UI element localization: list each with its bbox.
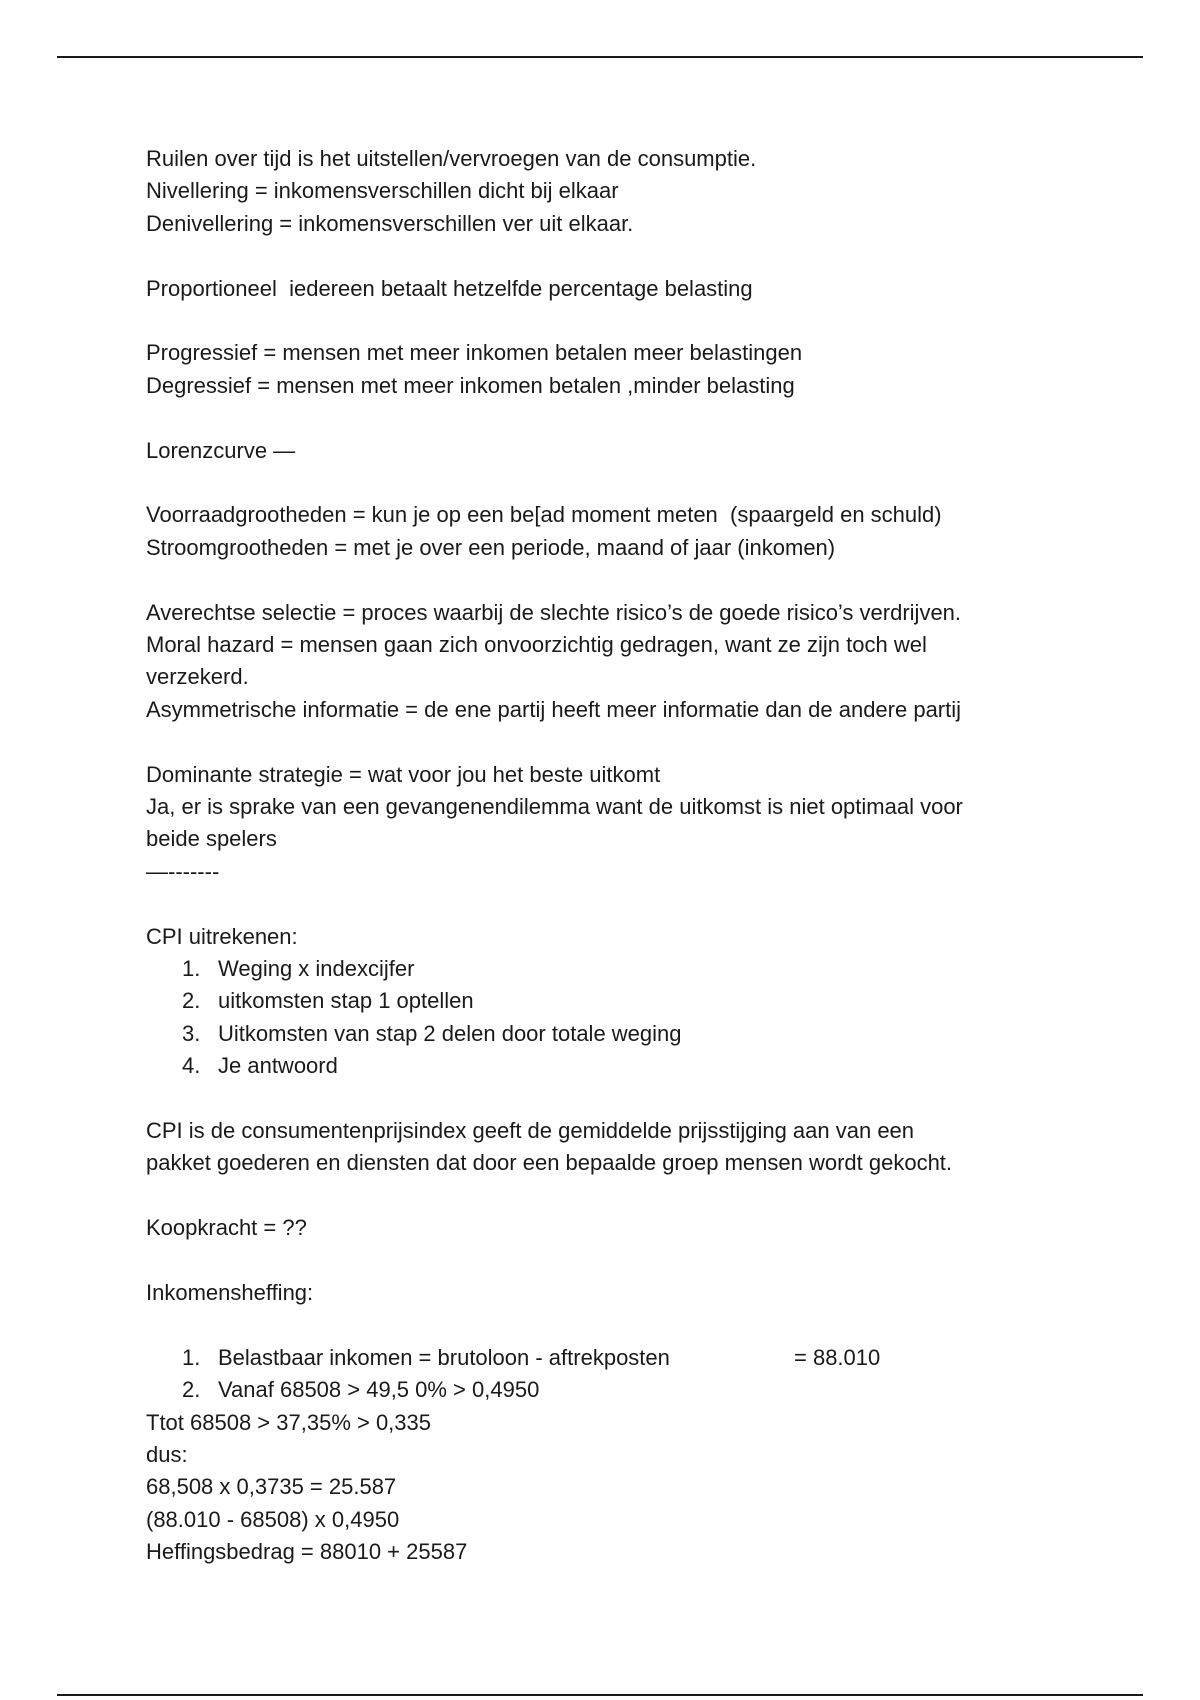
text-line: Ja, er is sprake van een gevangenendilemma want de uitkomst is niet optimaal voor — [146, 794, 963, 820]
footer-rule — [57, 1694, 1143, 1696]
text-line: Progressief = mensen met meer inkomen betalen meer belastingen — [146, 340, 803, 366]
list-item: 2. uitkomsten stap 1 optellen — [182, 988, 474, 1014]
text-line: Averechtse selectie = proces waarbij de slechte risico’s de goede risico’s verdrijven. — [146, 599, 962, 625]
result-value: = 88.010 — [794, 1344, 881, 1370]
header-rule — [57, 56, 1143, 58]
cpi-steps-list — [146, 953, 1076, 1083]
list-item: 2. Vanaf 68508 > 49,5 0% > 0,4950 — [182, 1377, 540, 1403]
text-line: Degressief = mensen met meer inkomen betalen ,minder belasting — [146, 372, 795, 398]
heffing-steps-list — [146, 1342, 1076, 1407]
text-line: verzekerd. — [146, 664, 249, 690]
text-line: Dominante strategie = wat voor jou het beste uitkomt — [146, 761, 661, 787]
calc-line: Heffingsbedrag = 88010 + 25587 — [146, 1539, 468, 1565]
list-item: 4. Je antwoord — [182, 1053, 338, 1079]
text-line: Denivellering = inkomensverschillen ver uit elkaar. — [146, 210, 634, 236]
text-line: CPI is de consumentenprijsindex geeft de gemiddelde prijsstijging aan van een — [146, 1118, 915, 1144]
text-line: Lorenzcurve — — [146, 437, 296, 463]
calc-line: dus: — [146, 1442, 188, 1468]
section-heading-cpi: CPI uitrekenen: — [146, 923, 298, 949]
list-item: 3. Uitkomsten van stap 2 delen door totale weging — [182, 1020, 682, 1046]
text-line: Nivellering = inkomensverschillen dicht bij elkaar — [146, 178, 619, 204]
calc-line: Ttot 68508 > 37,35% > 0,335 — [146, 1409, 432, 1435]
text-line: Moral hazard = mensen gaan zich onvoorzichtig gedragen, want ze zijn toch wel — [146, 632, 927, 658]
list-item: 1. Belastbaar inkomen = brutoloon - aftrekposten = 88.010 — [146, 1342, 1076, 1374]
calc-line: (88.010 - 68508) x 0,4950 — [146, 1506, 400, 1532]
text-line: beide spelers — [146, 826, 277, 852]
text-line: Stroomgrootheden = met je over een periode, maand of jaar (inkomen) — [146, 534, 836, 560]
document-body — [146, 143, 1076, 1569]
text-line: Ruilen over tijd is het uitstellen/vervroegen van de consumptie. — [146, 146, 757, 171]
text-line: Koopkracht = ?? — [146, 1215, 307, 1241]
section-heading-inkomensheffing: Inkomensheffing: — [146, 1280, 314, 1306]
text-line: Proportioneel iedereen betaalt hetzelfde percentage belasting — [146, 275, 753, 301]
text-line: Asymmetrische informatie = de ene partij heeft meer informatie dan de andere partij — [146, 696, 962, 722]
text-line: pakket goederen en diensten dat door een bepaalde groep mensen wordt gekocht. — [146, 1150, 953, 1176]
calc-line: 68,508 x 0,3735 = 25.587 — [146, 1474, 397, 1500]
list-item: 1. Weging x indexcijfer — [182, 956, 415, 982]
separator-dashes: —------- — [146, 858, 220, 884]
text-line: Voorraadgrootheden = kun je op een be[ad moment meten (spaargeld en schuld) — [146, 502, 942, 528]
